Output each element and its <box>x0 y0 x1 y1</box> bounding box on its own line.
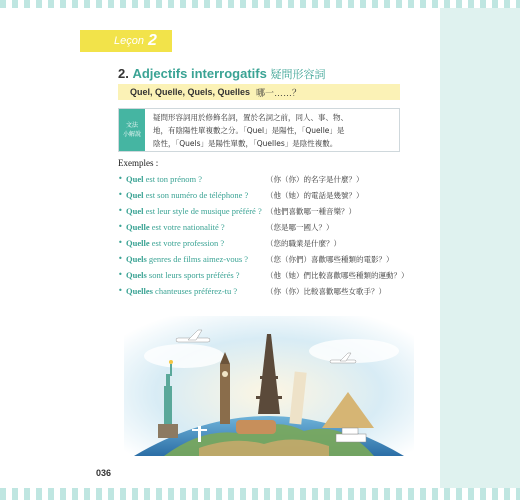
bullet-icon: • <box>118 238 123 247</box>
example-row <box>118 270 418 282</box>
example-keyword: Quel <box>126 190 144 200</box>
example-zh: （他（她）們比較喜歡哪些種類的運動？） <box>266 271 409 280</box>
forms-bar <box>118 84 400 100</box>
example-fr <box>126 222 225 232</box>
example-row <box>118 286 418 298</box>
bullet-icon: • <box>118 254 123 263</box>
section-number: 2. <box>118 66 129 81</box>
example-zh: （您（你們）喜歡哪些種類的電影？） <box>266 255 394 264</box>
grammar-text <box>153 111 395 150</box>
example-keyword: Quels <box>126 270 147 280</box>
example-keyword: Quelle <box>126 222 150 232</box>
section-title <box>118 66 418 82</box>
example-keyword: Quelles <box>126 286 153 296</box>
example-fr <box>126 286 237 296</box>
big-ben-icon <box>220 352 230 424</box>
example-fr <box>126 190 248 200</box>
grammar-line: 疑問形容詞用於修飾名詞，置於名詞之前，同人、事、物、 <box>153 113 348 122</box>
example-rest: chanteuses préférez-tu ? <box>152 286 238 296</box>
example-zh: （他（她）的電話是幾號？） <box>266 191 364 200</box>
example-rest: est leur style de musique préféré ? <box>143 206 262 216</box>
grammar-line: 地，有陰陽性單複數之分。「Quel」是陽性，「Quelle」是 <box>153 126 345 135</box>
travel-landmarks-illustration <box>124 316 414 456</box>
example-fr <box>126 174 202 184</box>
example-row <box>118 174 418 186</box>
section-title-fr: Adjectifs interrogatifs <box>132 66 267 81</box>
example-row <box>118 206 418 218</box>
example-rest: genres de films aimez-vous ? <box>146 254 249 264</box>
section-title-zh: 疑問形容詞 <box>270 69 326 81</box>
forms-zh: 哪一……？ <box>256 87 302 98</box>
bullet-icon: • <box>118 190 123 199</box>
bullet-icon: • <box>118 286 123 295</box>
example-fr <box>126 206 262 216</box>
example-zh: （你（你）的名字是什麼？） <box>266 175 364 184</box>
example-rest: est ton prénom ? <box>143 174 203 184</box>
colosseum-icon <box>236 420 276 434</box>
grammar-label <box>119 109 145 151</box>
right-margin-band <box>440 8 520 488</box>
page-number: 036 <box>96 468 112 478</box>
example-keyword: Quel <box>126 174 144 184</box>
example-row <box>118 238 418 250</box>
bullet-icon: • <box>118 206 123 215</box>
bottom-decorative-stripe <box>0 488 520 500</box>
examples-title: Exemples : <box>118 158 159 168</box>
example-fr <box>126 238 224 248</box>
forms-fr: Quel, Quelle, Quels, Quelles <box>130 87 251 97</box>
grammar-box <box>118 108 400 152</box>
top-decorative-stripe <box>0 0 520 8</box>
example-keyword: Quelle <box>126 238 150 248</box>
example-fr <box>126 270 240 280</box>
bullet-icon: • <box>118 270 123 279</box>
lesson-tab <box>80 30 172 52</box>
lesson-word: Leçon <box>114 35 144 47</box>
example-rest: est votre profession ? <box>149 238 225 248</box>
example-keyword: Quels <box>126 254 147 264</box>
example-rest: sont leurs sports préférés ? <box>146 270 240 280</box>
bullet-icon: • <box>118 174 123 183</box>
example-zh: （您是哪一國人？） <box>266 223 334 232</box>
example-row <box>118 254 418 266</box>
bullet-icon: • <box>118 222 123 231</box>
example-keyword: Quel <box>126 206 144 216</box>
example-zh: （您的職業是什麼？） <box>266 239 341 248</box>
example-zh: （他們喜歡哪一種音樂？） <box>266 207 356 216</box>
example-fr <box>126 254 248 264</box>
example-rest: est votre nationalité ? <box>149 222 225 232</box>
grammar-line: 陰性，「Quels」是陽性單數，「Quelles」是陰性複數。 <box>153 139 338 148</box>
example-row <box>118 190 418 202</box>
example-zh: （你（你）比較喜歡哪些女歌手？） <box>266 287 386 296</box>
example-row <box>118 222 418 234</box>
grammar-label-line2: 小解說 <box>122 131 141 138</box>
example-rest: est son numéro de téléphone ? <box>143 190 249 200</box>
grammar-label-line1: 文法 <box>125 122 138 129</box>
lesson-number: 2 <box>147 32 157 49</box>
